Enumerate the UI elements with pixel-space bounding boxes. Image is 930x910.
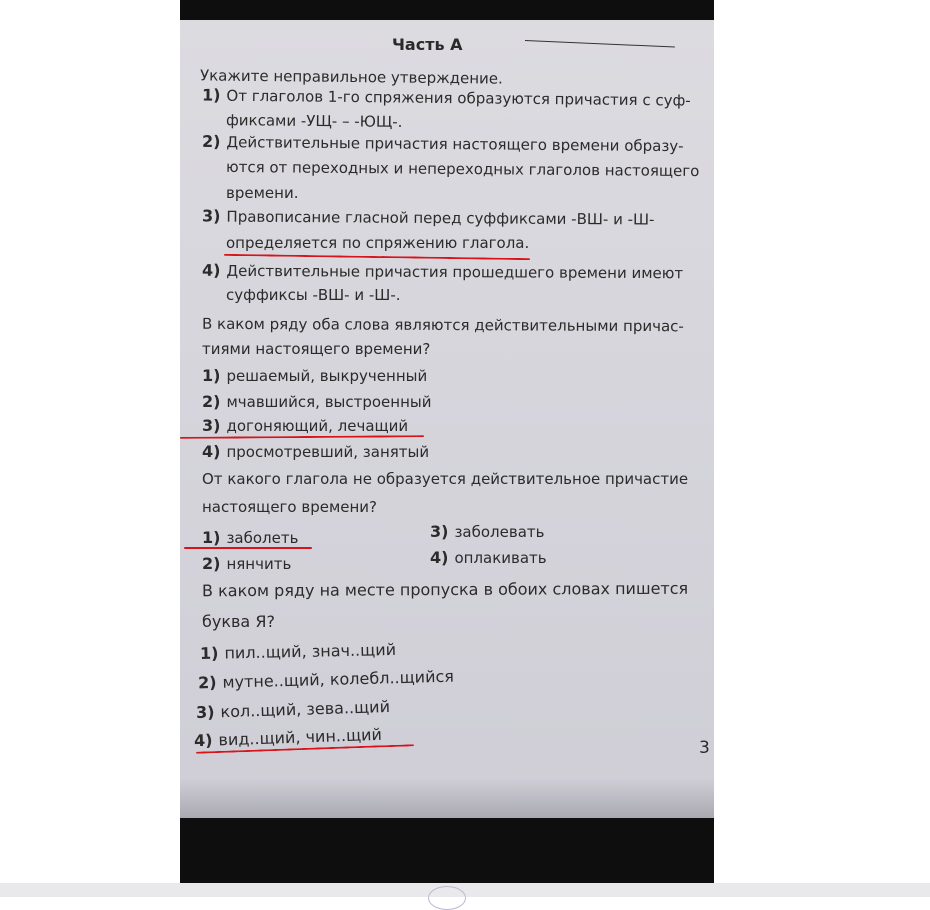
option-number: 2): [202, 554, 221, 573]
q3-option-3: [430, 522, 544, 541]
q2-option-2: [202, 392, 432, 411]
option-text: Действительные причастия настоящего времени образу-: [226, 133, 684, 156]
option-number: 1): [202, 528, 221, 547]
option-text: решаемый, выкрученный: [226, 367, 428, 385]
part-title: Часть А: [392, 35, 463, 54]
option-text: пил..щий, знач..щий: [224, 639, 397, 663]
red-underline: [180, 435, 424, 439]
q4-option-1: [200, 640, 396, 663]
option-number: 2): [201, 131, 221, 152]
option-text: От глаголов 1-го спряжения образуются причастия с суф-: [226, 86, 691, 110]
circle-icon[interactable]: [428, 886, 466, 910]
q3-option-4: [430, 548, 547, 567]
q1-option-4-cont: суффиксы -ВШ- и -Ш-.: [226, 286, 401, 304]
q1-option-3-cont: определяется по спряжению глагола.: [226, 234, 530, 252]
q1-option-2-cont2: времени.: [226, 184, 299, 202]
option-number: 3): [195, 702, 215, 723]
option-text: мутне..щий, колебл..щийся: [222, 666, 455, 692]
option-number: 2): [197, 672, 217, 693]
option-text: Правописание гласной перед суффиксами -ВШ- и -Ш-: [226, 207, 655, 229]
red-underline: [224, 254, 530, 260]
q1-option-4: [202, 261, 683, 283]
option-number: 3): [430, 522, 449, 541]
q1-option-3: [202, 206, 655, 228]
q4-prompt-line-1: В каком ряду на месте пропуска в обоих словах пишется: [201, 578, 689, 601]
page-shadow: [180, 778, 714, 818]
q1-option-2: [202, 132, 684, 155]
option-text: догоняющий, лечащий: [226, 417, 409, 435]
red-underline: [184, 547, 312, 549]
option-number: 4): [430, 548, 449, 567]
q3-option-1: [202, 528, 298, 547]
q4-option-3: [196, 697, 390, 722]
q1-option-2-cont: ются от переходных и непереходных глаголов настоящего: [225, 157, 700, 181]
document-photo: [180, 20, 714, 818]
q1-option-1: [202, 85, 691, 109]
q3-option-2: [202, 554, 291, 573]
q1-option-1-cont: фиксами -УЩ- – -ЮЩ-.: [225, 111, 403, 131]
option-number: 4): [201, 260, 221, 280]
q4-prompt-line-2: буква Я?: [202, 612, 275, 631]
option-text: нянчить: [226, 555, 292, 573]
header-rule: [525, 40, 675, 48]
option-number: 4): [193, 730, 213, 751]
page-number: 3: [699, 738, 710, 758]
q1-prompt: Укажите неправильное утверждение.: [199, 66, 503, 88]
q3-prompt-line-1: От какого глагола не образуется действительное причастие: [202, 470, 689, 488]
option-text: просмотревший, занятый: [226, 443, 430, 461]
option-number: 2): [202, 392, 221, 411]
option-number: 3): [201, 206, 221, 226]
q2-prompt-line-2: тиями настоящего времени?: [202, 340, 431, 358]
option-text: заболевать: [454, 523, 545, 541]
q2-option-4: [202, 442, 429, 461]
option-number: 1): [199, 643, 219, 664]
option-number: 1): [202, 366, 221, 385]
option-text: Действительные причастия прошедшего времени имеют: [226, 261, 684, 283]
option-number: 1): [201, 85, 221, 105]
option-text: мчавшийся, выстроенный: [226, 393, 432, 411]
option-text: оплакивать: [454, 549, 547, 567]
option-text: кол..щий, зева..щий: [220, 696, 391, 722]
q2-option-3: [202, 416, 408, 435]
option-number: 4): [202, 442, 221, 461]
q4-option-2: [198, 667, 454, 693]
option-number: 3): [202, 416, 221, 435]
q2-option-1: [202, 366, 427, 385]
option-text: вид..щий, чин..щий: [218, 724, 383, 750]
option-text: заболеть: [226, 529, 299, 547]
q3-prompt-line-2: настоящего времени?: [202, 498, 378, 516]
q2-prompt-line-1: В каком ряду оба слова являются действительными причас-: [201, 314, 684, 336]
